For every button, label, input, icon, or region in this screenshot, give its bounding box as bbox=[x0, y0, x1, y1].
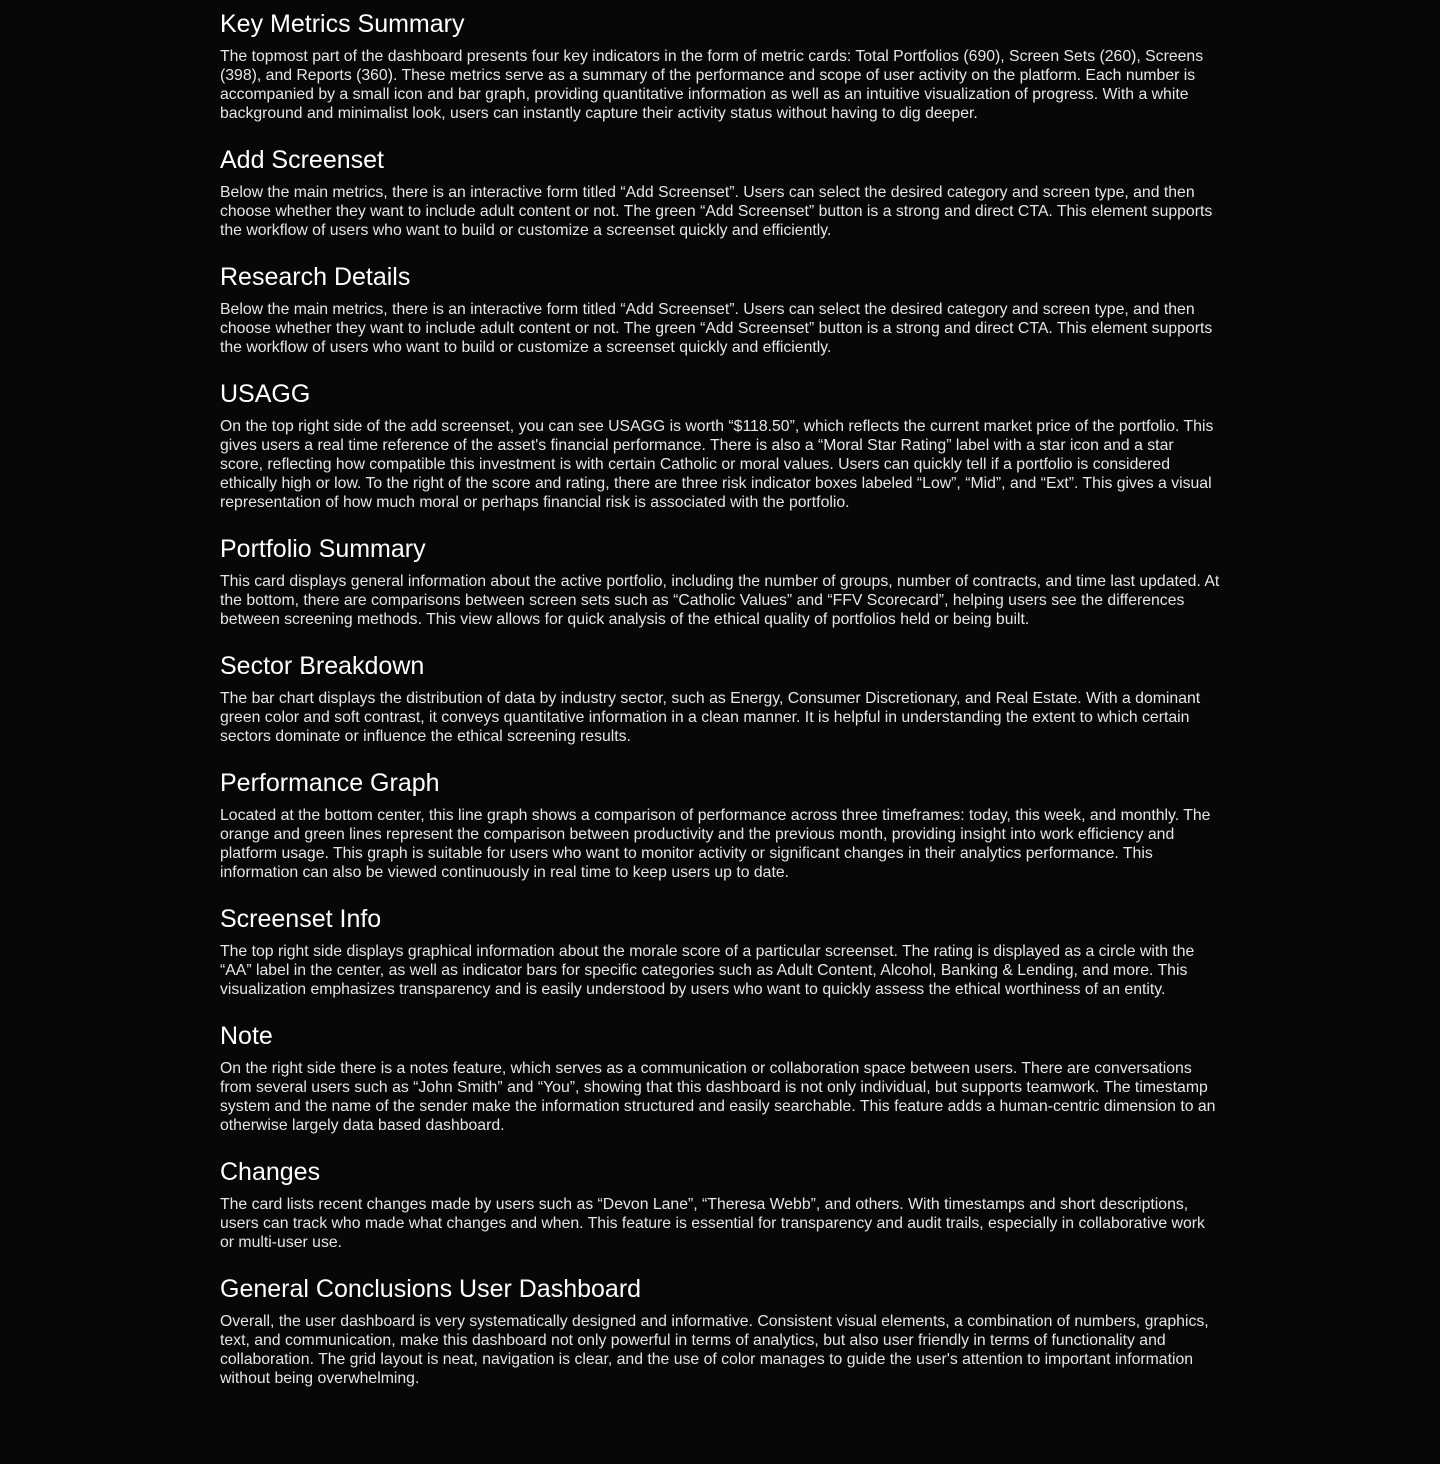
section-title: Note bbox=[220, 1022, 273, 1050]
section-title: Performance Graph bbox=[220, 769, 440, 797]
section-title: Add Screenset bbox=[220, 146, 384, 174]
section-performance-graph bbox=[220, 767, 1220, 882]
section-title: USAGG bbox=[220, 380, 311, 408]
section-sector-breakdown bbox=[220, 650, 1220, 746]
section-title: Sector Breakdown bbox=[220, 652, 425, 680]
section-general-conclusions bbox=[220, 1273, 1220, 1388]
section-title: Key Metrics Summary bbox=[220, 10, 465, 38]
section-screenset-info bbox=[220, 903, 1220, 999]
section-body: The bar chart displays the distribution of data by industry sector, such as Energy, Consumer Discretionary, and Real Estate. With a dominant green color and soft contrast, it conveys quantitative information in a clean manner. It is helpful in understanding the extent to which certain sectors dominate or influence the ethical screening results. bbox=[220, 690, 1201, 745]
section-body: On the top right side of the add screenset, you can see USAGG is worth “$118.50”, which reflects the current market price of the portfolio. This gives users a real time reference of the asset's financial performance. There is also a “Moral Star Rating” label with a star icon and a star score, reflecting how compatible this investment is with certain Catholic or moral values. Users can quickly tell if a portfolio is considered ethically high or low. To the right of the score and rating, there are three risk indicator boxes labeled “Low”, “Mid”, and “Ext”. This gives a visual representation of how much moral or perhaps financial risk is associated with the portfolio. bbox=[220, 418, 1214, 511]
document-content bbox=[220, 8, 1220, 1409]
section-body: Located at the bottom center, this line graph shows a comparison of performance across three timeframes: today, this week, and monthly. The orange and green lines represent the comparison between productivity and the previous month, providing insight into work efficiency and platform usage. This graph is suitable for users who want to monitor activity or significant changes in their analytics performance. This information can also be viewed continuously in real time to keep users up to date. bbox=[220, 807, 1211, 881]
section-title: Changes bbox=[220, 1158, 321, 1186]
section-body: Overall, the user dashboard is very systematically designed and informative. Consistent visual elements, a combination of numbers, graphics, text, and communication, make this dashboard not only powerful in terms of analytics, but also user friendly in terms of functionality and collaboration. The grid layout is neat, navigation is clear, and the use of color manages to guide the user's attention to important information without being overwhelming. bbox=[220, 1313, 1209, 1387]
section-body: This card displays general information about the active portfolio, including the number of groups, number of contracts, and time last updated. At the bottom, there are comparisons between screen sets such as “Catholic Values” and “FFV Scorecard”, helping users see the differences between screening methods. This view allows for quick analysis of the ethical quality of portfolios held or being built. bbox=[220, 573, 1220, 628]
section-body: The card lists recent changes made by users such as “Devon Lane”, “Theresa Webb”, and others. With timestamps and short descriptions, users can track who made what changes and when. This feature is essential for transparency and audit trails, especially in collaborative work or multi-user use. bbox=[220, 1196, 1205, 1251]
section-body: On the right side there is a notes feature, which serves as a communication or collaboration space between users. There are conversations from several users such as “John Smith” and “You”, showing that this dashboard is not only individual, but supports teamwork. The timestamp system and the name of the sender make the information structured and easily searchable. This feature adds a human-centric dimension to an otherwise largely data based dashboard. bbox=[220, 1060, 1216, 1134]
section-body: The topmost part of the dashboard presents four key indicators in the form of metric cards: Total Portfolios (690), Screen Sets (260), Screens (398), and Reports (360). These metrics serve as a summary of the performance and scope of user activity on the platform. Each number is accompanied by a small icon and bar graph, providing quantitative information as well as an intuitive visualization of progress. With a white background and minimalist look, users can instantly capture their activity status without having to dig deeper. bbox=[220, 48, 1204, 122]
section-research-details bbox=[220, 261, 1220, 357]
section-usagg bbox=[220, 378, 1220, 512]
section-title: Screenset Info bbox=[220, 905, 382, 933]
section-body: The top right side displays graphical information about the morale score of a particular screenset. The rating is displayed as a circle with the “AA” label in the center, as well as indicator bars for specific categories such as Adult Content, Alcohol, Banking & Lending, and more. This visualization emphasizes transparency and is easily understood by users who want to quickly assess the ethical worthiness of an entity. bbox=[220, 943, 1195, 998]
section-portfolio-summary bbox=[220, 533, 1220, 629]
section-note bbox=[220, 1020, 1220, 1135]
section-key-metrics-summary bbox=[220, 8, 1220, 123]
section-title: Research Details bbox=[220, 263, 411, 291]
section-body: Below the main metrics, there is an interactive form titled “Add Screenset”. Users can select the desired category and screen type, and then choose whether they want to include adult content or not. The green “Add Screenset” button is a strong and direct CTA. This element supports the workflow of users who want to build or customize a screenset quickly and efficiently. bbox=[220, 184, 1213, 239]
section-changes bbox=[220, 1156, 1220, 1252]
section-title: General Conclusions User Dashboard bbox=[220, 1275, 642, 1303]
section-title: Portfolio Summary bbox=[220, 535, 426, 563]
section-body: Below the main metrics, there is an interactive form titled “Add Screenset”. Users can select the desired category and screen type, and then choose whether they want to include adult content or not. The green “Add Screenset” button is a strong and direct CTA. This element supports the workflow of users who want to build or customize a screenset quickly and efficiently. bbox=[220, 301, 1213, 356]
section-add-screenset bbox=[220, 144, 1220, 240]
